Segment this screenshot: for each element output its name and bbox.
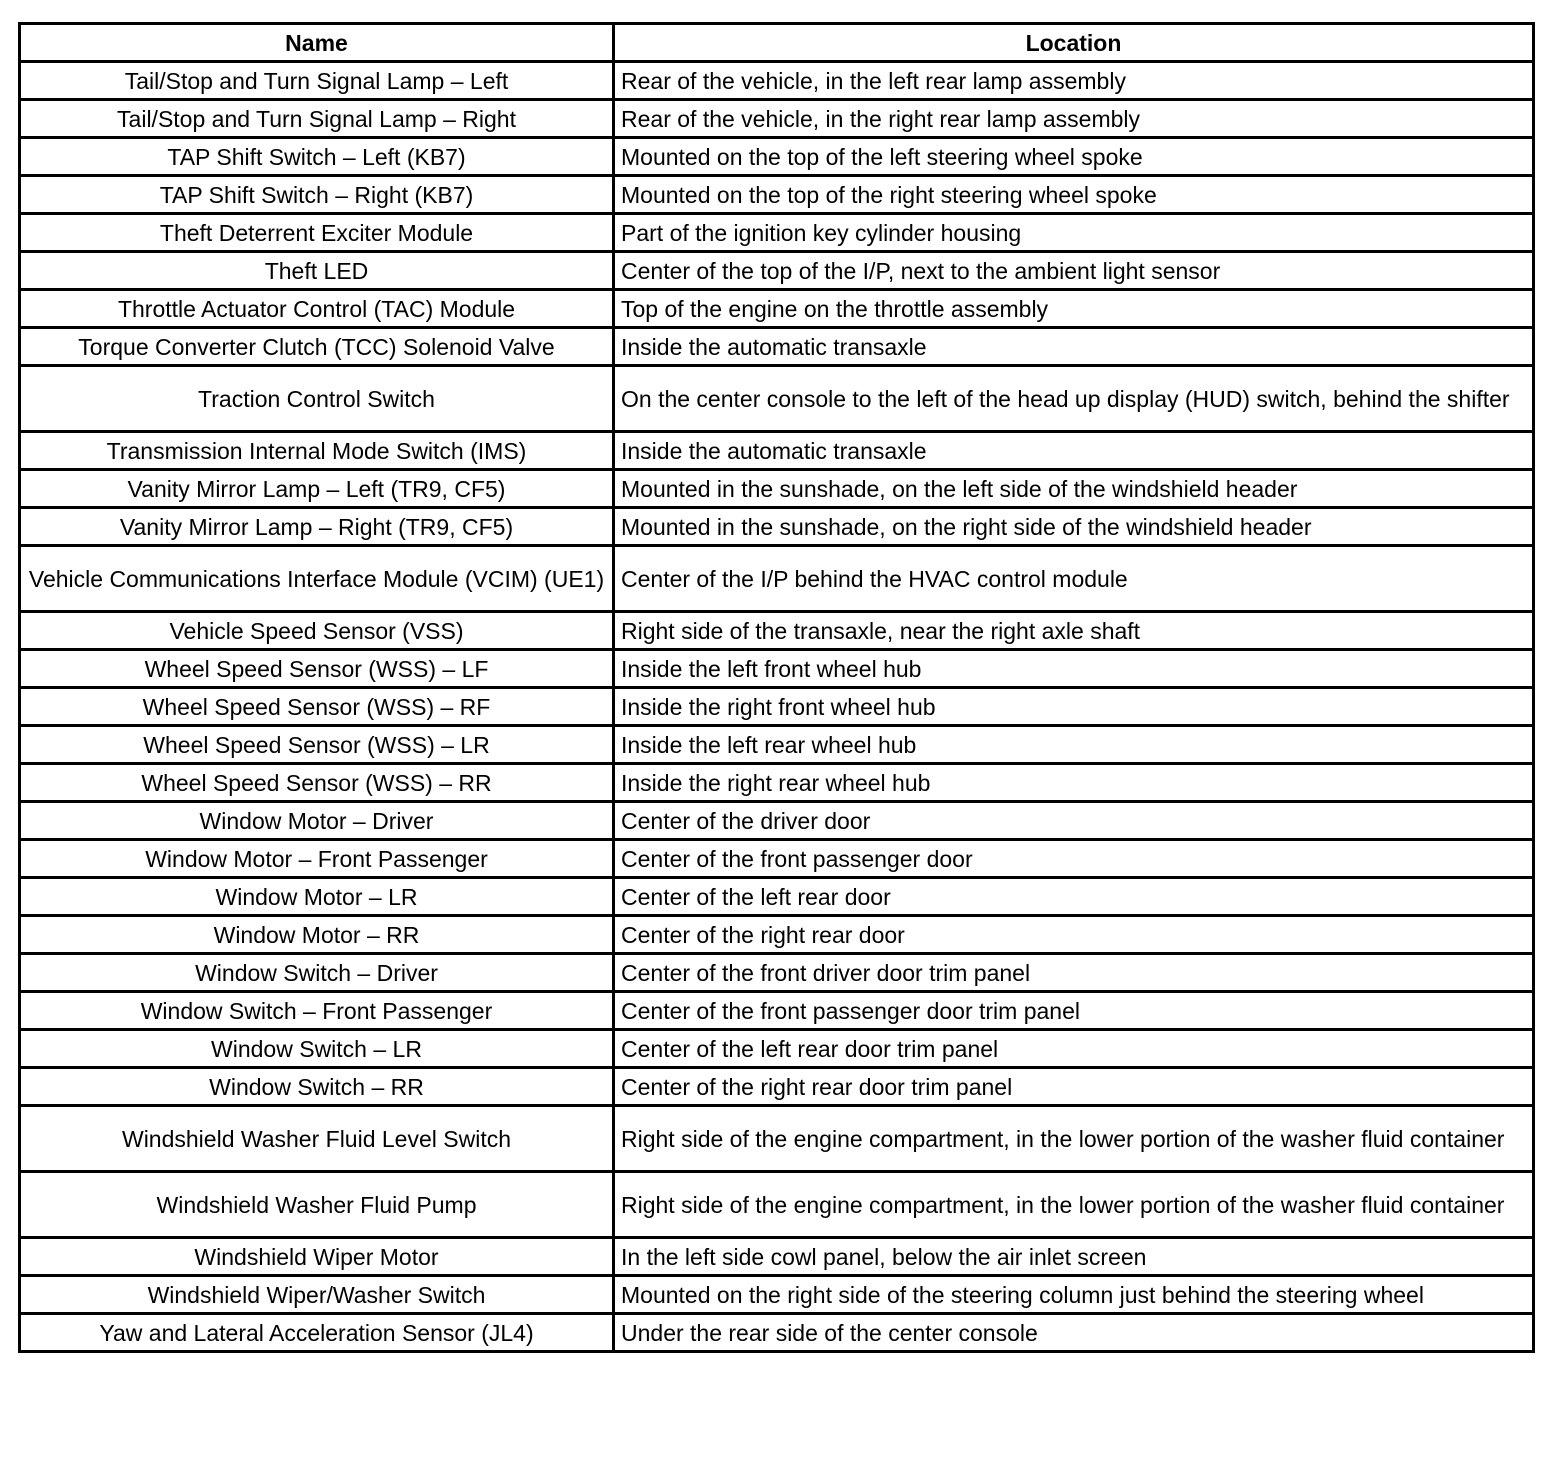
table-row <box>20 138 1534 176</box>
component-name-cell: Window Motor – LR <box>20 878 614 916</box>
component-location-cell: Under the rear side of the center console <box>614 1314 1534 1352</box>
table-row <box>20 62 1534 100</box>
table-row <box>20 840 1534 878</box>
component-name-cell: Theft Deterrent Exciter Module <box>20 214 614 252</box>
table-row <box>20 878 1534 916</box>
component-locator-table <box>18 22 1535 1353</box>
component-location-cell: Part of the ignition key cylinder housing <box>614 214 1534 252</box>
header-location: Location <box>614 24 1534 62</box>
component-name-cell: Window Switch – Front Passenger <box>20 992 614 1030</box>
table-row <box>20 1106 1534 1172</box>
table-row <box>20 252 1534 290</box>
component-name-cell: Window Motor – RR <box>20 916 614 954</box>
component-location-cell: Center of the front driver door trim panel <box>614 954 1534 992</box>
component-location-cell: Inside the automatic transaxle <box>614 328 1534 366</box>
component-name-cell: Wheel Speed Sensor (WSS) – RR <box>20 764 614 802</box>
table-row <box>20 176 1534 214</box>
table-row <box>20 290 1534 328</box>
component-location-cell: Inside the right front wheel hub <box>614 688 1534 726</box>
component-location-cell: Mounted in the sunshade, on the left side of the windshield header <box>614 470 1534 508</box>
component-location-cell: Inside the left front wheel hub <box>614 650 1534 688</box>
table-row <box>20 432 1534 470</box>
table-row <box>20 214 1534 252</box>
component-location-cell: Right side of the engine compartment, in the lower portion of the washer fluid container <box>614 1106 1534 1172</box>
component-name-cell: TAP Shift Switch – Left (KB7) <box>20 138 614 176</box>
component-location-cell: Center of the I/P behind the HVAC control module <box>614 546 1534 612</box>
component-name-cell: Tail/Stop and Turn Signal Lamp – Right <box>20 100 614 138</box>
component-location-cell: Inside the left rear wheel hub <box>614 726 1534 764</box>
component-location-cell: Center of the left rear door <box>614 878 1534 916</box>
table-row <box>20 650 1534 688</box>
component-location-cell: Center of the left rear door trim panel <box>614 1030 1534 1068</box>
component-location-cell: Mounted in the sunshade, on the right side of the windshield header <box>614 508 1534 546</box>
table-row <box>20 726 1534 764</box>
component-location-cell: Mounted on the top of the right steering wheel spoke <box>614 176 1534 214</box>
table-row <box>20 366 1534 432</box>
table-row <box>20 764 1534 802</box>
component-name-cell: Vanity Mirror Lamp – Right (TR9, CF5) <box>20 508 614 546</box>
table-row <box>20 612 1534 650</box>
table-row <box>20 916 1534 954</box>
table-row <box>20 1172 1534 1238</box>
component-name-cell: Windshield Washer Fluid Pump <box>20 1172 614 1238</box>
component-name-cell: Window Motor – Driver <box>20 802 614 840</box>
component-name-cell: Yaw and Lateral Acceleration Sensor (JL4) <box>20 1314 614 1352</box>
table-row <box>20 546 1534 612</box>
table-row <box>20 100 1534 138</box>
component-locator-table-wrapper <box>18 22 1532 1353</box>
component-name-cell: Transmission Internal Mode Switch (IMS) <box>20 432 614 470</box>
component-name-cell: Windshield Wiper/Washer Switch <box>20 1276 614 1314</box>
component-name-cell: Throttle Actuator Control (TAC) Module <box>20 290 614 328</box>
table-row <box>20 1276 1534 1314</box>
component-name-cell: Windshield Washer Fluid Level Switch <box>20 1106 614 1172</box>
component-location-cell: Mounted on the right side of the steering column just behind the steering wheel <box>614 1276 1534 1314</box>
table-row <box>20 992 1534 1030</box>
component-location-cell: Center of the driver door <box>614 802 1534 840</box>
component-location-cell: Center of the front passenger door <box>614 840 1534 878</box>
table-row <box>20 802 1534 840</box>
component-location-cell: In the left side cowl panel, below the air inlet screen <box>614 1238 1534 1276</box>
component-name-cell: Theft LED <box>20 252 614 290</box>
table-row <box>20 1314 1534 1352</box>
component-name-cell: Window Switch – RR <box>20 1068 614 1106</box>
component-location-cell: Rear of the vehicle, in the right rear lamp assembly <box>614 100 1534 138</box>
component-name-cell: Torque Converter Clutch (TCC) Solenoid Valve <box>20 328 614 366</box>
component-location-cell: Right side of the engine compartment, in the lower portion of the washer fluid container <box>614 1172 1534 1238</box>
component-location-cell: Center of the right rear door <box>614 916 1534 954</box>
component-location-cell: Inside the right rear wheel hub <box>614 764 1534 802</box>
component-location-cell: Top of the engine on the throttle assembly <box>614 290 1534 328</box>
table-row <box>20 1238 1534 1276</box>
component-name-cell: Windshield Wiper Motor <box>20 1238 614 1276</box>
component-name-cell: Vanity Mirror Lamp – Left (TR9, CF5) <box>20 470 614 508</box>
component-location-cell: Center of the right rear door trim panel <box>614 1068 1534 1106</box>
component-location-cell: Mounted on the top of the left steering wheel spoke <box>614 138 1534 176</box>
component-location-cell: On the center console to the left of the head up display (HUD) switch, behind the shifter <box>614 366 1534 432</box>
table-row <box>20 1030 1534 1068</box>
component-location-cell: Inside the automatic transaxle <box>614 432 1534 470</box>
table-row <box>20 328 1534 366</box>
component-name-cell: Tail/Stop and Turn Signal Lamp – Left <box>20 62 614 100</box>
table-header-row <box>20 24 1534 62</box>
component-name-cell: Window Switch – LR <box>20 1030 614 1068</box>
component-name-cell: Wheel Speed Sensor (WSS) – LF <box>20 650 614 688</box>
component-name-cell: Traction Control Switch <box>20 366 614 432</box>
component-name-cell: TAP Shift Switch – Right (KB7) <box>20 176 614 214</box>
header-name: Name <box>20 24 614 62</box>
component-name-cell: Vehicle Speed Sensor (VSS) <box>20 612 614 650</box>
table-row <box>20 470 1534 508</box>
component-location-cell: Center of the front passenger door trim panel <box>614 992 1534 1030</box>
component-name-cell: Wheel Speed Sensor (WSS) – LR <box>20 726 614 764</box>
table-row <box>20 1068 1534 1106</box>
component-name-cell: Wheel Speed Sensor (WSS) – RF <box>20 688 614 726</box>
component-name-cell: Vehicle Communications Interface Module (VCIM) (UE1) <box>20 546 614 612</box>
table-row <box>20 954 1534 992</box>
component-location-cell: Center of the top of the I/P, next to the ambient light sensor <box>614 252 1534 290</box>
component-location-cell: Rear of the vehicle, in the left rear lamp assembly <box>614 62 1534 100</box>
component-location-cell: Right side of the transaxle, near the right axle shaft <box>614 612 1534 650</box>
component-name-cell: Window Motor – Front Passenger <box>20 840 614 878</box>
table-row <box>20 688 1534 726</box>
component-name-cell: Window Switch – Driver <box>20 954 614 992</box>
table-row <box>20 508 1534 546</box>
